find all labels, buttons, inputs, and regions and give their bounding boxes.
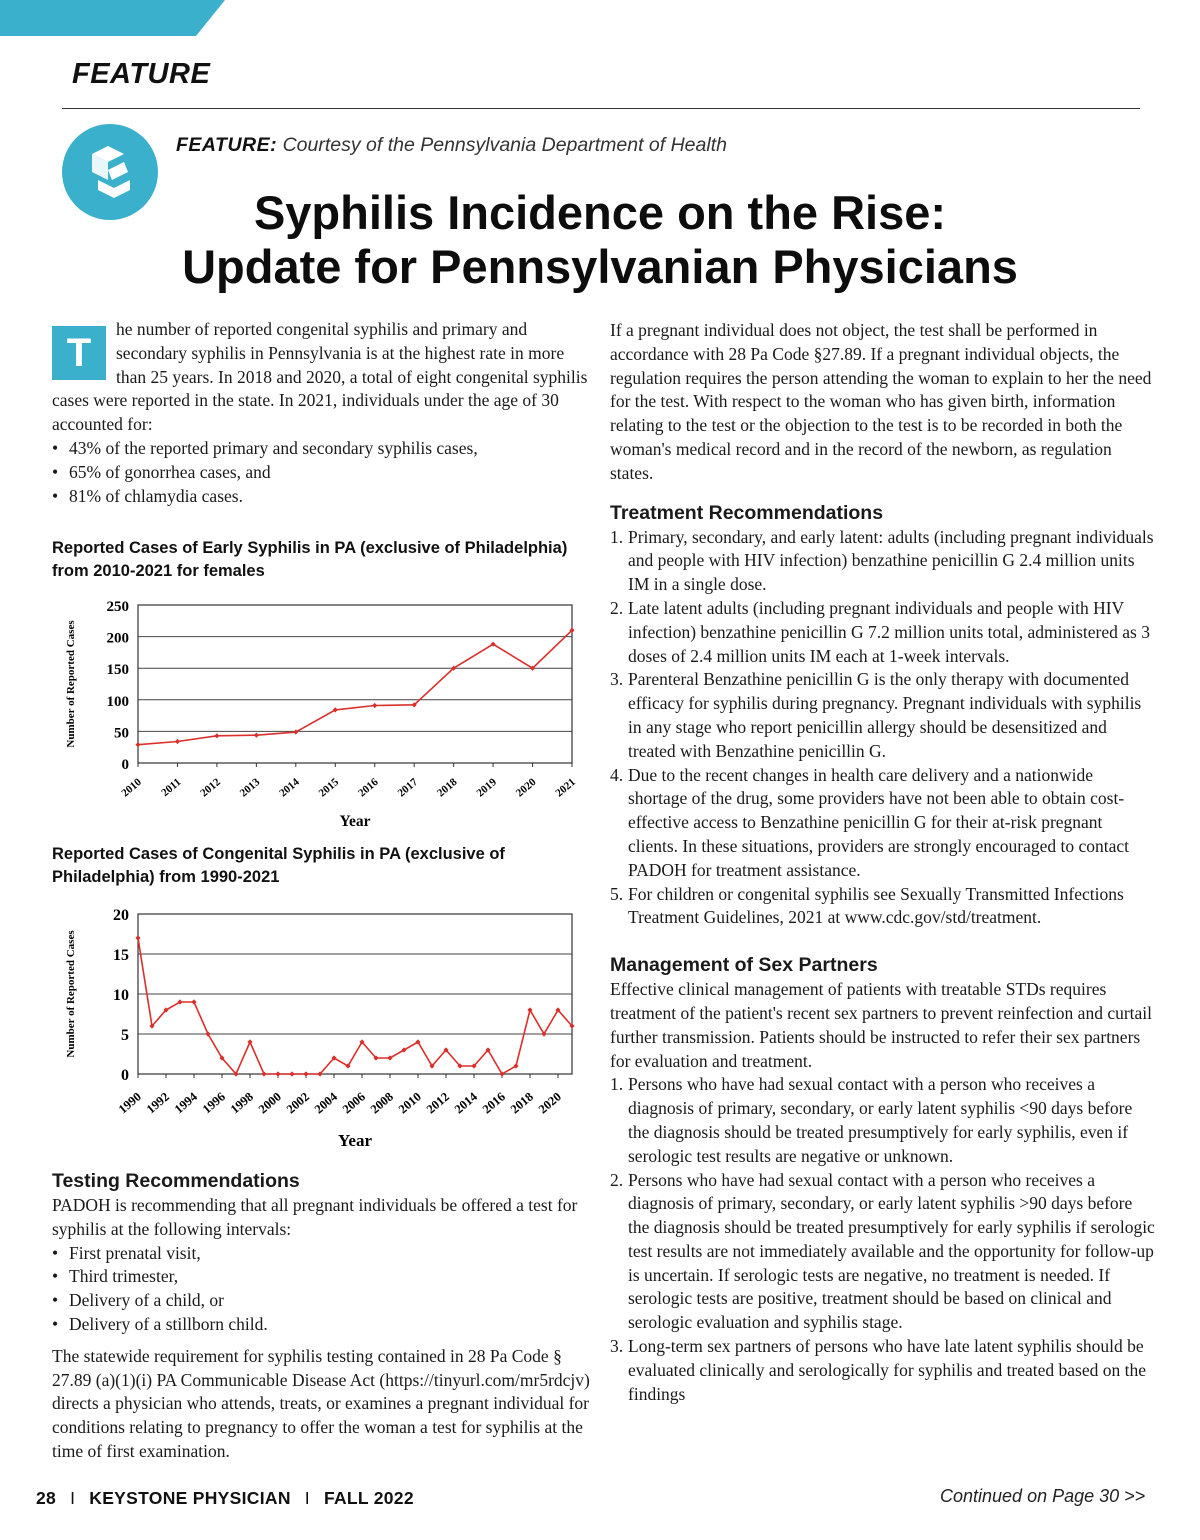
- x-tick-label: 1996: [199, 1089, 228, 1117]
- x-tick-label: 1994: [171, 1089, 200, 1117]
- series-line: [138, 938, 572, 1074]
- x-axis-title: Year: [338, 1131, 372, 1150]
- chart-early-syphilis: [52, 592, 592, 836]
- top-accent-tab: [0, 0, 225, 36]
- x-tick-label: 2015: [316, 776, 342, 800]
- testing-section: [52, 1168, 592, 1464]
- y-axis-title: Number of Reported Cases: [65, 930, 77, 1058]
- issue-name: FALL 2022: [323, 1488, 414, 1508]
- data-point: [275, 1071, 280, 1076]
- intro-bullet: • 65% of gonorrhea cases, and: [52, 461, 592, 485]
- x-tick-label: 2004: [311, 1089, 340, 1117]
- treatment-item: 3. Parenteral Benzathine penicillin G is the only therapy with documented efficacy for syphilis during pregnancy. Pregnant individuals with syphilis in any stage who report penicillin allergy should be desensitized and treated with Benzathine penicillin G.: [610, 669, 1142, 761]
- data-point: [247, 1039, 252, 1044]
- credit-label: FEATURE:: [176, 134, 278, 156]
- treatment-item: 5. For children or congenital syphilis see Sexually Transmitted Infections Treatment Guidelines, 2021 at www.cdc.gov/std/treatment.: [610, 883, 1124, 928]
- x-tick-label: 2002: [283, 1089, 312, 1117]
- y-tick-label: 250: [106, 599, 129, 615]
- right-intro-paragraph: If a pregnant individual does not object, the test shall be performed in accordance with 28 Pa Code §27.89. If a pregnant individual objects, the regulation requires the person attending the woman to explain to her the need for the test. With respect to the woman who has given birth, information relating to the test or the objection to the test is to be recorded in both the woman's medical record and in the record of the newborn, as regulation states.: [610, 320, 1152, 483]
- x-tick-label: 1990: [115, 1089, 144, 1117]
- credit-text: Courtesy of the Pennsylvania Department of Health: [282, 134, 727, 156]
- management-item: 3. Long-term sex partners of persons who have late latent syphilis should be evaluated clinically and serologically for syphilis and treated based on the findings: [610, 1336, 1147, 1404]
- intro-block: [52, 318, 592, 508]
- drop-cap: T: [52, 326, 106, 380]
- footer-separator: I: [304, 1488, 310, 1508]
- x-tick-label: 2011: [159, 776, 184, 800]
- title-line-1: Syphilis Incidence on the Rise:: [253, 186, 947, 239]
- x-tick-label: 2014: [277, 776, 302, 800]
- testing-bullet: • Third trimester,: [52, 1265, 592, 1289]
- data-point: [135, 742, 140, 747]
- management-list: [610, 1073, 1155, 1406]
- management-heading: Management of Sex Partners: [610, 954, 878, 977]
- chart-congenital-syphilis: [52, 900, 592, 1156]
- page-number: 28: [36, 1488, 57, 1508]
- x-tick-label: 2010: [395, 1089, 424, 1117]
- testing-bullet: • First prenatal visit,: [52, 1242, 592, 1266]
- x-tick-label: 1998: [227, 1089, 256, 1117]
- x-tick-label: 2018: [507, 1089, 536, 1117]
- treatment-item: 2. Late latent adults (including pregnant individuals and people with HIV infection) benzathine penicillin G 7.2 million units total, administered as 3 doses of 2.4 million units IM each at 1-week intervals.: [610, 597, 1150, 666]
- y-tick-label: 5: [121, 1027, 129, 1044]
- management-intro: Effective clinical management of patients with treatable STDs requires treatment of the patient's recent sex partners to prevent reinfection and curtail further transmission. Patients should be instructed to refer their sex partners for evaluation and treatment.: [610, 979, 1153, 1071]
- intro-bullet: • 81% of chlamydia cases.: [52, 485, 592, 509]
- y-tick-label: 10: [113, 987, 129, 1004]
- y-tick-label: 200: [106, 630, 129, 647]
- y-tick-label: 20: [113, 907, 129, 924]
- data-point: [175, 739, 180, 744]
- testing-heading: Testing Recommendations: [52, 1170, 300, 1192]
- data-point: [289, 1071, 294, 1076]
- x-tick-label: 2017: [395, 776, 421, 800]
- x-tick-label: 2000: [255, 1089, 284, 1117]
- chart-2-title: Reported Cases of Congenital Syphilis in PA (exclusive of Philadelphia) from 1990-2021: [52, 845, 505, 886]
- article-title: [0, 186, 1200, 294]
- y-tick-label: 150: [106, 662, 129, 679]
- x-tick-label: 2019: [474, 776, 500, 800]
- y-tick-label: 50: [114, 725, 129, 742]
- intro-bullet-list: [52, 437, 592, 508]
- title-line-2: Update for Pennsylvanian Physicians: [182, 240, 1018, 293]
- x-tick-label: 2020: [513, 776, 539, 800]
- data-point: [214, 733, 219, 738]
- testing-paragraph: The statewide requirement for syphilis testing contained in 28 Pa Code § 27.89 (a)(1)(i) PA Communicable Disease Act (https://tinyurl.com/mr5rdcjv) directs a physician who attends, treats, or examines a pregnant individual for conditions relating to pregnancy to offer the woman a test for syphilis at the time of first examination.: [52, 1345, 590, 1461]
- x-tick-label: 2008: [367, 1089, 396, 1117]
- continued-link[interactable]: Continued on Page 30 >>: [940, 1486, 1146, 1506]
- testing-bullet-list: [52, 1242, 592, 1337]
- x-tick-label: 2018: [434, 776, 460, 800]
- x-tick-label: 1992: [143, 1089, 172, 1117]
- intro-bullet: • 43% of the reported primary and secondary syphilis cases,: [52, 437, 592, 461]
- y-axis-title: Number of Reported Cases: [65, 620, 77, 748]
- x-tick-label: 2012: [198, 776, 223, 800]
- series-line: [138, 630, 572, 744]
- chart-1-title: Reported Cases of Early Syphilis in PA (exclusive of Philadelphia) from 2010-2021 for females: [52, 539, 568, 580]
- testing-intro: PADOH is recommending that all pregnant individuals be offered a test for syphilis at the following intervals:: [52, 1195, 578, 1239]
- x-tick-label: 2016: [356, 776, 381, 800]
- x-axis-title: Year: [339, 813, 371, 830]
- right-column: [610, 319, 1155, 1406]
- x-tick-label: 2021: [553, 776, 578, 800]
- footer-separator: I: [70, 1488, 76, 1508]
- x-tick-label: 2016: [479, 1089, 508, 1117]
- y-tick-label: 15: [113, 947, 129, 964]
- data-point: [254, 733, 259, 738]
- article-credit: [176, 134, 727, 157]
- testing-bullet: • Delivery of a stillborn child.: [52, 1313, 592, 1337]
- data-point: [261, 1071, 266, 1076]
- x-tick-label: 2006: [339, 1089, 368, 1117]
- y-tick-label: 0: [121, 757, 129, 773]
- data-point: [135, 935, 140, 940]
- x-tick-label: 2014: [451, 1089, 480, 1117]
- intro-paragraph: he number of reported congenital syphilis and primary and secondary syphilis in Pennsylvania is at the highest rate in more than 25 years. In 2018 and 2020, a total of eight congenital syphilis cases were reported in the state. In 2021, individuals under the age of 30 accounted for:: [52, 319, 588, 435]
- y-tick-label: 100: [106, 693, 129, 710]
- treatment-item: 4. Due to the recent changes in health care delivery and a nationwide shortage of the drug, some providers have not been able to obtain cost-effective access to Benzathine penicillin G for their at-risk pregnant clients. In these situations, providers are strongly encouraged to contact PADOH for treatment assistance.: [610, 764, 1130, 880]
- x-tick-label: 2010: [119, 776, 144, 800]
- treatment-list: [610, 526, 1155, 931]
- testing-bullet: • Delivery of a child, or: [52, 1289, 592, 1313]
- data-point: [372, 703, 377, 708]
- treatment-heading: Treatment Recommendations: [610, 501, 884, 524]
- x-tick-label: 2012: [423, 1089, 452, 1117]
- data-point: [303, 1071, 308, 1076]
- magazine-name: KEYSTONE PHYSICIAN: [89, 1488, 291, 1508]
- management-item: 2. Persons who have had sexual contact with a person who receives a diagnosis of primary, secondary, or early latent syphilis >90 days before the diagnosis should be treated presumptively for early syphilis if serologic test results are not immediately available and the opportunity for follow-up is uncertain. If serologic tests are negative, no treatment is needed. If serologic tests are positive, treatment should be based on clinical and serologic evaluation and syphilis stage.: [610, 1169, 1155, 1333]
- y-tick-label: 0: [121, 1067, 129, 1084]
- x-tick-label: 2020: [535, 1089, 564, 1117]
- section-label: FEATURE: [72, 58, 211, 90]
- management-item: 1. Persons who have had sexual contact with a person who receives a diagnosis of primary, secondary, or early latent syphilis <90 days before the diagnosis should be treated presumptively for early syphilis, even if serologic test results are negative or unknown.: [610, 1074, 1133, 1166]
- header-rule: [62, 108, 1140, 109]
- data-point: [191, 999, 196, 1004]
- x-tick-label: 2013: [237, 776, 263, 800]
- page-footer: [36, 1488, 414, 1509]
- plot-frame: [138, 605, 572, 763]
- treatment-item: 1. Primary, secondary, and early latent: adults (including pregnant individuals and people with HIV infection) benzathine penicillin G 2.4 million units IM in a single dose.: [610, 526, 1154, 595]
